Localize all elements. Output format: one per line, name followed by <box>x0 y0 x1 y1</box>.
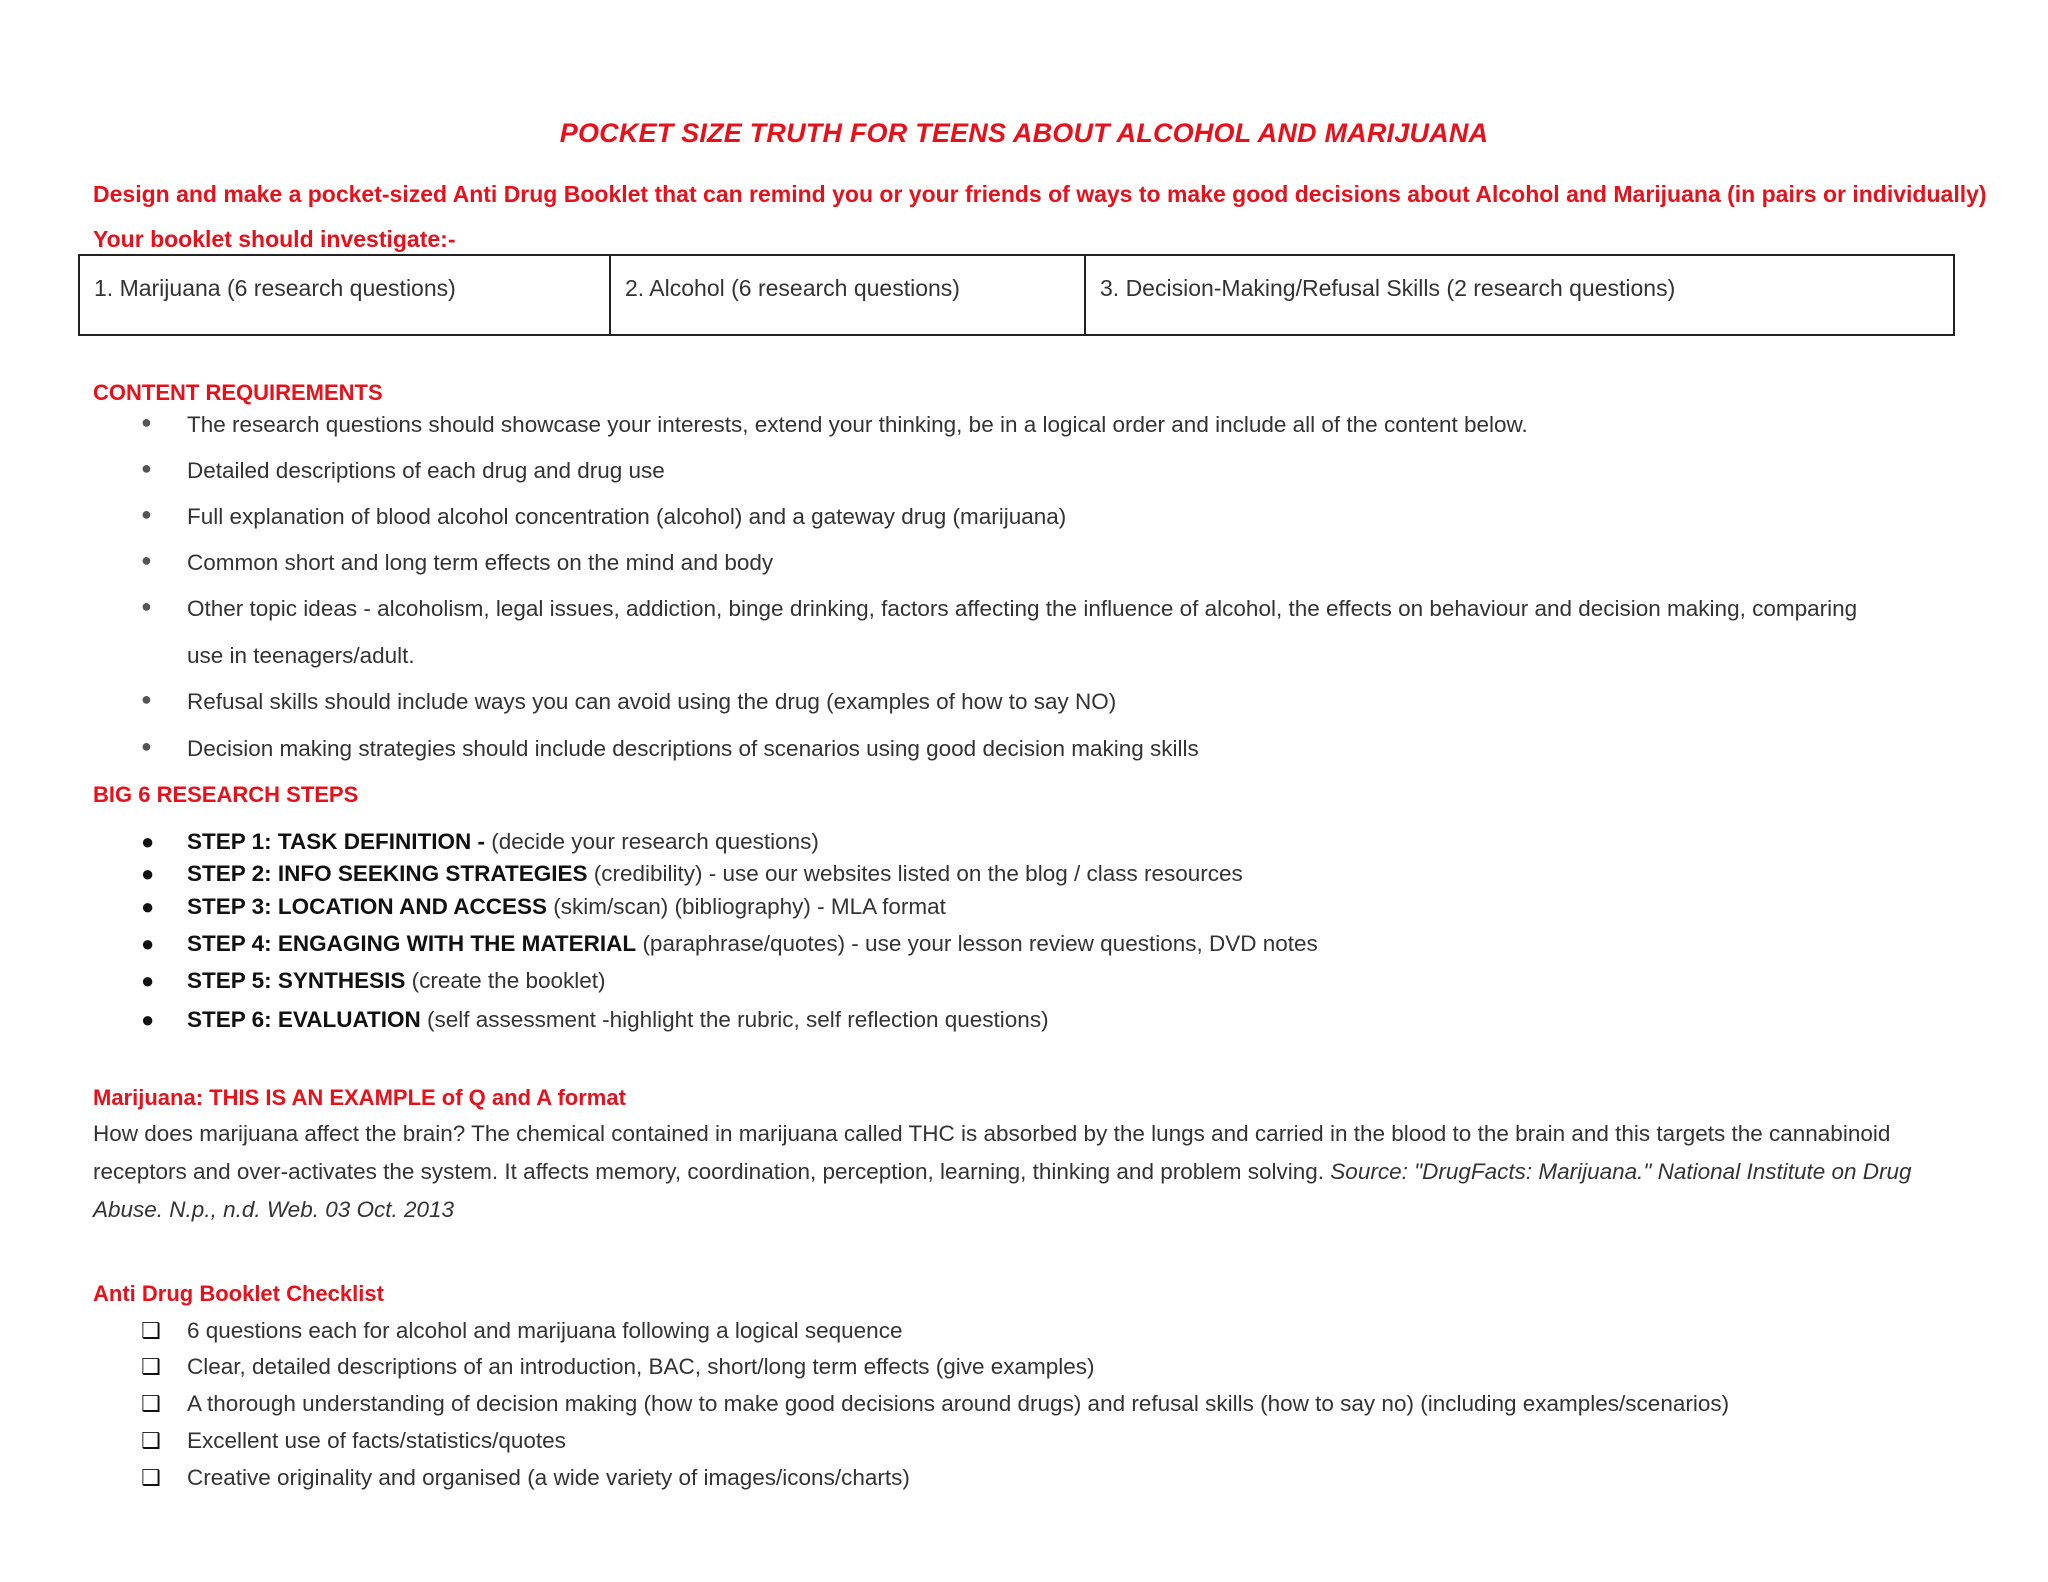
intro-text: Design and make a pocket-sized Anti Drug Booklet that can remind you or your friends of ways to make good decisions about Alcohol and Marijuana (in pairs or individually) <box>93 181 1987 207</box>
checklist-heading: Anti Drug Booklet Checklist <box>93 1281 384 1306</box>
checkbox-icon: ❑ <box>141 1391 161 1416</box>
bullet-icon: ● <box>141 596 152 616</box>
topic-cell-decision-making: 3. Decision-Making/Refusal Skills (2 research questions) <box>1084 256 1953 334</box>
bullet-icon: ● <box>141 550 152 570</box>
content-requirements-heading: CONTENT REQUIREMENTS <box>93 380 383 405</box>
big6-heading: BIG 6 RESEARCH STEPS <box>93 782 359 807</box>
topic-cell-marijuana: 1. Marijuana (6 research questions) <box>94 275 456 301</box>
checkbox-icon: ❑ <box>141 1318 161 1343</box>
bullet-icon: ● <box>141 458 152 478</box>
topics-table <box>78 254 1955 336</box>
example-heading: Marijuana: THIS IS AN EXAMPLE of Q and A format <box>93 1085 626 1110</box>
bullet-icon: ● <box>141 504 152 524</box>
investigate-label: Your booklet should investigate:- <box>93 226 456 252</box>
page-title: POCKET SIZE TRUTH FOR TEENS ABOUT ALCOHOL AND MARIJUANA <box>559 118 1489 148</box>
bullet-icon: ● <box>141 861 155 886</box>
bullet-icon: ● <box>141 968 155 993</box>
bullet-icon: ● <box>141 736 152 756</box>
bullet-icon: ● <box>141 1007 155 1032</box>
checkbox-icon: ❑ <box>141 1428 161 1453</box>
bullet-icon: ● <box>141 689 152 709</box>
bullet-icon: ● <box>141 829 155 854</box>
bullet-icon: ● <box>141 412 152 432</box>
example-paragraph: How does marijuana affect the brain? The chemical contained in marijuana called THC is absorbed by the lungs and carried in the blood to the brain and this targets the cannabinoid receptors and over-activates the system. It affects memory, coordination, perception, learning, thinking and problem solving. Source: "DrugFacts: Marijuana." National Institute on Drug Abuse. N.p., n.d. Web. 03 Oct. 2013 <box>93 1121 1912 1222</box>
bullet-icon: ● <box>141 894 155 919</box>
checkbox-icon: ❑ <box>141 1354 161 1379</box>
bullet-icon: ● <box>141 931 155 956</box>
checkbox-icon: ❑ <box>141 1465 161 1490</box>
topic-cell-alcohol: 2. Alcohol (6 research questions) <box>609 256 1084 334</box>
example-source: Source: "DrugFacts: Marijuana." National Institute on Drug Abuse. N.p., n.d. Web. 03 Oct. 2013 <box>93 1159 1912 1222</box>
